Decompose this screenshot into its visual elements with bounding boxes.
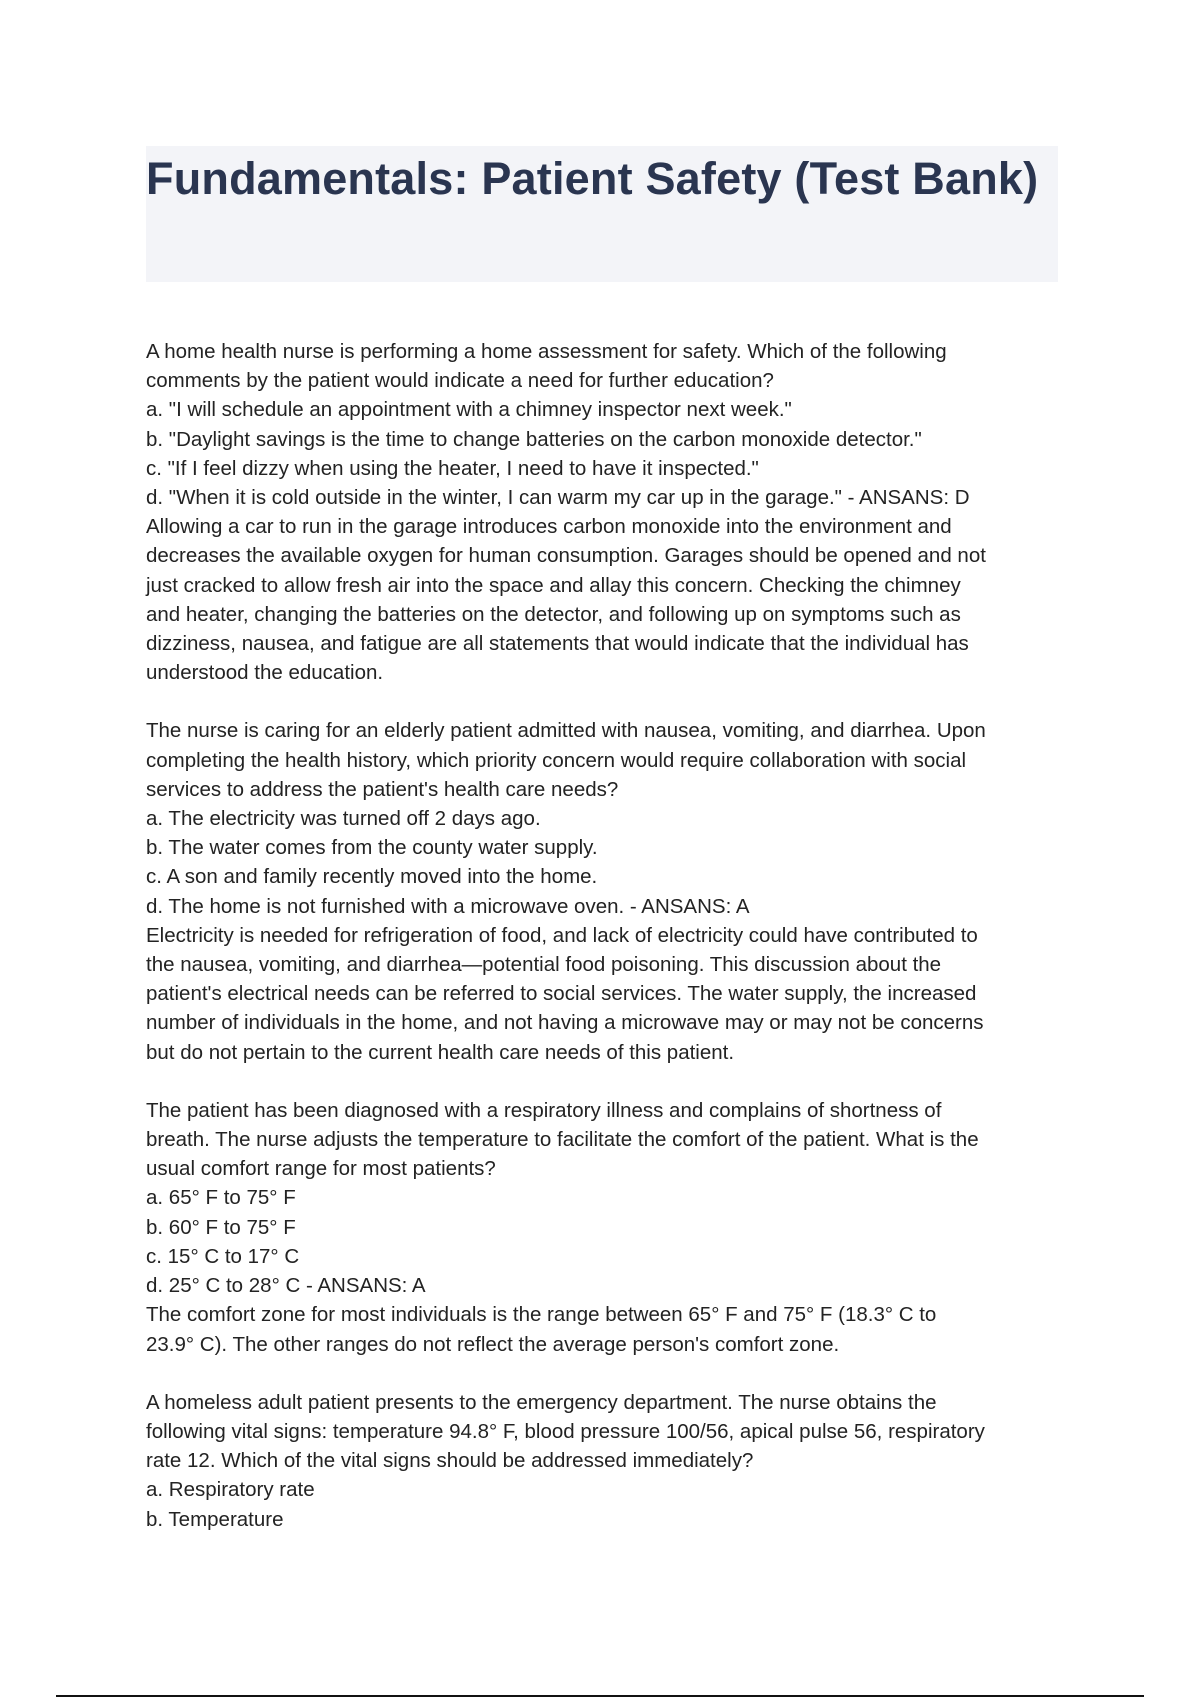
text-line: rate 12. Which of the vital signs should be addressed immediately? — [146, 1449, 754, 1473]
answer-option: a. 65° F to 75° F — [146, 1186, 296, 1210]
text-line: A home health nurse is performing a home assessment for safety. Which of the following — [146, 340, 947, 363]
answer-option: a. "I will schedule an appointment with a chimney inspector next week." — [146, 398, 792, 422]
text-line: A homeless adult patient presents to the emergency department. The nurse obtains the — [146, 1390, 937, 1414]
rationale-line: and heater, changing the batteries on the detector, and following up on symptoms such as — [146, 602, 961, 626]
rationale-line: Allowing a car to run in the garage introduces carbon monoxide into the environment and — [146, 515, 952, 539]
rationale-line: understood the education. — [146, 661, 384, 685]
question-list — [146, 337, 1058, 1563]
text-line: breath. The nurse adjusts the temperature to facilitate the comfort of the patient. What is the — [146, 1128, 979, 1152]
rationale-line: 23.9° C). The other ranges do not reflect the average person's comfort zone. — [146, 1332, 840, 1356]
question-block — [146, 1096, 1058, 1359]
answer-option: d. The home is not furnished with a microwave oven. - ANSANS: A — [146, 894, 750, 918]
text-line: following vital signs: temperature 94.8° F, blood pressure 100/56, apical pulse 56, respiratory — [146, 1419, 985, 1443]
title-banner — [146, 146, 1058, 282]
answer-option: a. The electricity was turned off 2 days ago. — [146, 807, 541, 831]
rationale-line: Electricity is needed for refrigeration of food, and lack of electricity could have contributed to — [146, 923, 978, 947]
answer-option: b. The water comes from the county water supply. — [146, 836, 598, 860]
text-line: The patient has been diagnosed with a respiratory illness and complains of shortness of — [146, 1098, 942, 1122]
text-line: comments by the patient would indicate a need for further education? — [146, 369, 774, 393]
rationale-line: the nausea, vomiting, and diarrhea—potential food poisoning. This discussion about the — [146, 953, 942, 977]
rationale-line: but do not pertain to the current health care needs of this patient. — [146, 1040, 735, 1064]
page-divider — [56, 1695, 1144, 1697]
answer-option: a. Respiratory rate — [146, 1478, 315, 1502]
rationale-line: dizziness, nausea, and fatigue are all statements that would indicate that the individual has — [146, 632, 969, 656]
answer-option: d. "When it is cold outside in the winter, I can warm my car up in the garage." - ANSANS: D — [146, 486, 970, 510]
rationale-line: decreases the available oxygen for human consumption. Garages should be opened and not — [146, 544, 986, 568]
answer-option: b. "Daylight savings is the time to change batteries on the carbon monoxide detector." — [146, 427, 922, 451]
rationale-line: number of individuals in the home, and not having a microwave may or may not be concerns — [146, 1011, 984, 1035]
answer-option: c. 15° C to 17° C — [146, 1244, 300, 1268]
text-line: usual comfort range for most patients? — [146, 1157, 496, 1181]
answer-option: d. 25° C to 28° C - ANSANS: A — [146, 1274, 426, 1298]
question-block — [146, 337, 1058, 687]
page-title: Fundamentals: Patient Safety (Test Bank) — [146, 153, 1039, 204]
answer-option: b. 60° F to 75° F — [146, 1215, 296, 1239]
answer-option: c. "If I feel dizzy when using the heater, I need to have it inspected." — [146, 456, 759, 480]
rationale-line: just cracked to allow fresh air into the space and allay this concern. Checking the chimney — [146, 573, 961, 597]
text-line: The nurse is caring for an elderly patient admitted with nausea, vomiting, and diarrhea. Upon — [146, 719, 986, 743]
answer-option: c. A son and family recently moved into the home. — [146, 865, 598, 889]
text-line: completing the health history, which priority concern would require collaboration with social — [146, 748, 967, 772]
question-block — [146, 1388, 1058, 1534]
question-block — [146, 716, 1058, 1066]
rationale-line: The comfort zone for most individuals is the range between 65° F and 75° F (18.3° C to — [146, 1303, 937, 1327]
answer-option: b. Temperature — [146, 1507, 284, 1531]
rationale-line: patient's electrical needs can be referred to social services. The water supply, the increased — [146, 982, 977, 1006]
text-line: services to address the patient's health care needs? — [146, 777, 619, 801]
